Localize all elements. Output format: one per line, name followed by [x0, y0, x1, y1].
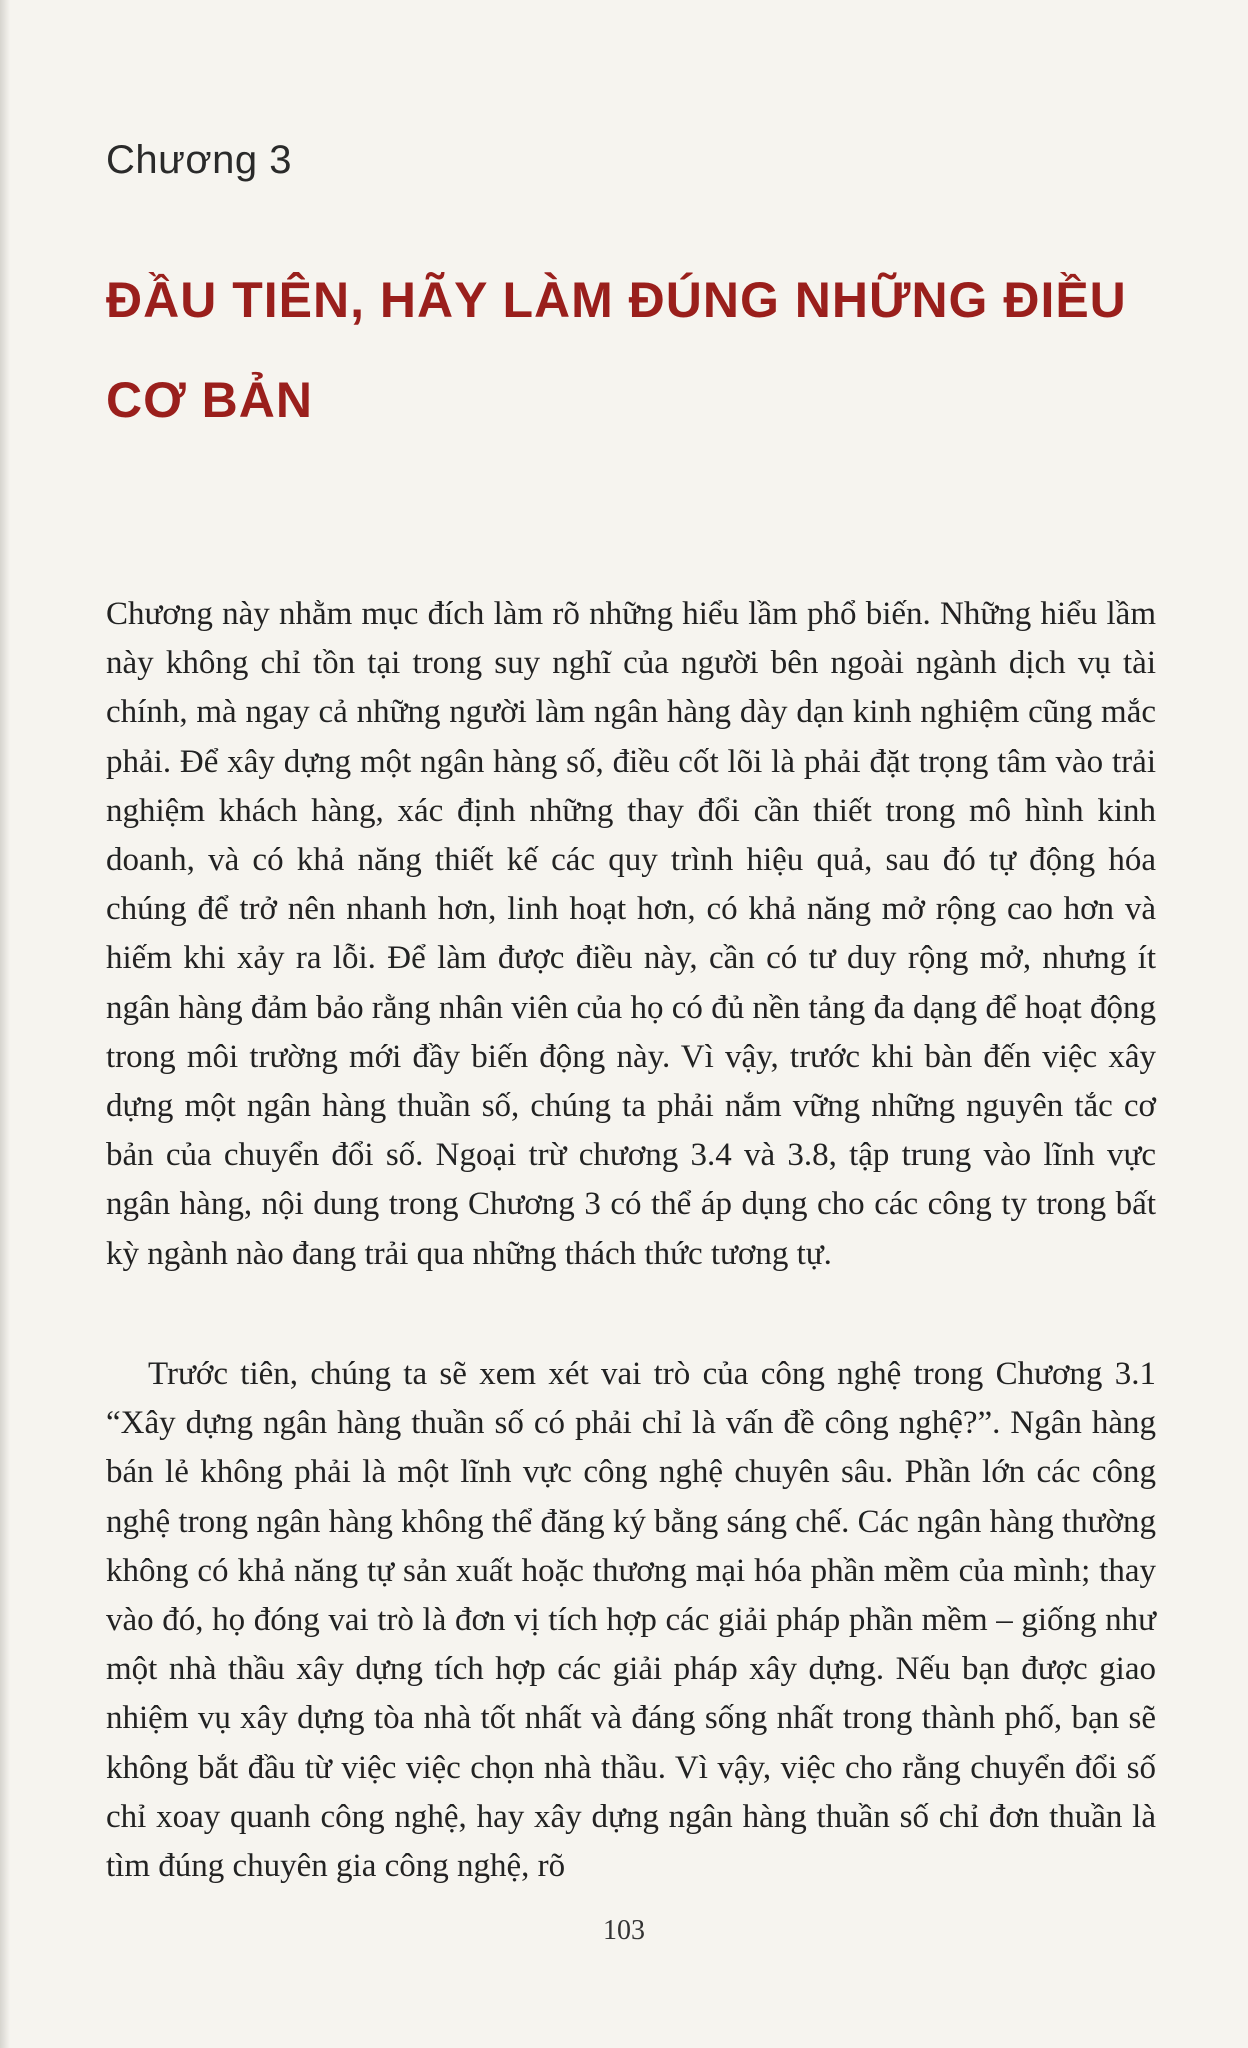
page-number: 103	[603, 1915, 645, 1946]
body-paragraph-2: Trước tiên, chúng ta sẽ xem xét vai trò của công nghệ trong Chương 3.1 “Xây dựng ngân hàng thuần số có phải chỉ là vấn đề công nghệ?”. Ngân hàng bán lẻ không phải là một lĩnh vực công nghệ chuyên sâu. Phần lớn các công nghệ trong ngân hàng không thể đăng ký bằng sáng chế. Các ngân hàng thường không có khả năng tự sản xuất hoặc thương mại hóa phần mềm của mình; thay vào đó, họ đóng vai trò là đơn vị tích hợp các giải pháp phần mềm – giống như một nhà thầu xây dựng tích hợp các giải pháp xây dựng. Nếu bạn được giao nhiệm vụ xây dựng tòa nhà tốt nhất và đáng sống nhất trong thành phố, bạn sẽ không bắt đầu từ việc việc chọn nhà thầu. Vì vậy, việc cho rằng chuyển đổi số chỉ xoay quanh công nghệ, hay xây dựng ngân hàng thuần số chỉ đơn thuần là tìm đúng chuyên gia công nghệ, rõ	[106, 1356, 1156, 1885]
body-paragraph-1: Chương này nhằm mục đích làm rõ những hiểu lầm phổ biến. Những hiểu lầm này không chỉ tồn tại trong suy nghĩ của người bên ngoài ngành dịch vụ tài chính, mà ngay cả những người làm ngân hàng dày dạn kinh nghiệm cũng mắc phải. Để xây dựng một ngân hàng số, điều cốt lõi là phải đặt trọng tâm vào trải nghiệm khách hàng, xác định những thay đổi cần thiết trong mô hình kinh doanh, và có khả năng thiết kế các quy trình hiệu quả, sau đó tự động hóa chúng để trở nên nhanh hơn, linh hoạt hơn, có khả năng mở rộng cao hơn và hiếm khi xảy ra lỗi. Để làm được điều này, cần có tư duy rộng mở, nhưng ít ngân hàng đảm bảo rằng nhân viên của họ có đủ nền tảng đa dạng để hoạt động trong môi trường mới đầy biến động này. Vì vậy, trước khi bàn đến việc xây dựng một ngân hàng thuần số, chúng ta phải nắm vững những nguyên tắc cơ bản của chuyển đổi số. Ngoại trừ chương 3.4 và 3.8, tập trung vào lĩnh vực ngân hàng, nội dung trong Chương 3 có thể áp dụng cho các công ty trong bất kỳ ngành nào đang trải qua những thách thức tương tự.	[106, 596, 1156, 1272]
page-edge-shadow	[0, 0, 10, 2048]
chapter-label: Chương 3	[106, 138, 292, 182]
chapter-title: ĐẦU TIÊN, HÃY LÀM ĐÚNG NHỮNG ĐIỀU CƠ BẢN	[106, 272, 1127, 428]
